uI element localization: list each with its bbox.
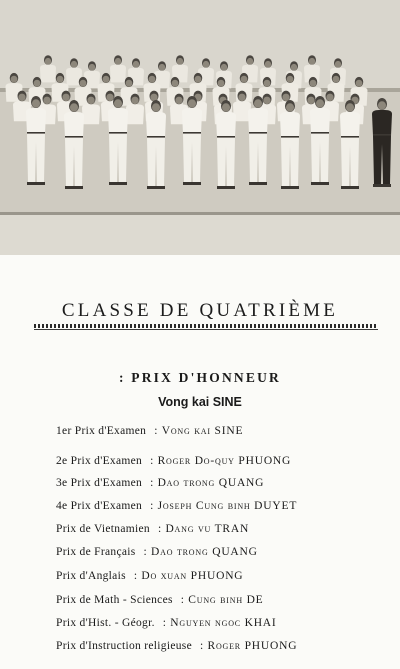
prize-winner: Dang vu TRAN <box>165 523 250 535</box>
prize-label: Prix de Français <box>56 546 136 558</box>
prize-label: Prix de Math - Sciences <box>56 594 173 606</box>
prize-winner: Vong kai SINE <box>161 425 244 437</box>
class-title: CLASSE DE QUATRIÈME <box>61 300 339 321</box>
prize-separator: : <box>150 500 154 512</box>
prize-line <box>56 617 386 629</box>
class-group-photo <box>0 0 400 255</box>
prize-line <box>56 640 386 652</box>
prize-separator: : <box>199 640 204 652</box>
prize-line <box>56 546 386 558</box>
prize-line <box>56 500 386 512</box>
prize-separator: : <box>154 425 158 437</box>
honor-prize-winner: Vong kai SINE <box>158 395 242 409</box>
prize-separator: : <box>180 594 185 606</box>
prize-winner: Roger Do-quy PHUONG <box>157 455 292 467</box>
prize-line <box>56 477 386 489</box>
prize-winner: Dao trong QUANG <box>157 477 265 489</box>
honor-prize-title: : PRIX D'HONNEUR <box>119 370 281 385</box>
prize-winner: Nguyen ngoc KHAI <box>170 617 277 629</box>
prize-separator: : <box>157 523 162 535</box>
prize-line <box>56 523 386 535</box>
prize-label: 2e Prix d'Examen <box>56 455 143 467</box>
prize-label: 3e Prix d'Examen <box>56 477 143 489</box>
prize-separator: : <box>133 570 138 582</box>
title-rule <box>34 329 378 330</box>
prize-label: Prix de Vietnamien <box>56 523 150 535</box>
prize-winner: Dao trong QUANG <box>151 546 258 558</box>
prize-label: Prix d'Instruction religieuse <box>56 640 192 652</box>
prize-winner: Joseph Cung binh DUYET <box>157 500 298 512</box>
prize-separator: : <box>162 617 167 629</box>
prize-separator: : <box>150 477 154 489</box>
prize-winner: Do xuan PHUONG <box>141 570 244 582</box>
prize-line <box>56 425 386 437</box>
title-dotted-rule <box>34 324 378 328</box>
class-photo-illustration <box>0 0 400 255</box>
prize-label: Prix d'Anglais <box>56 570 126 582</box>
prize-line <box>56 570 386 582</box>
prize-line <box>56 594 386 606</box>
prize-winner: Cung binh DE <box>188 594 264 606</box>
prize-separator: : <box>150 455 154 467</box>
prize-line <box>56 455 386 467</box>
prize-winner: Roger PHUONG <box>207 640 298 652</box>
prize-separator: : <box>143 546 148 558</box>
prize-label: 1er Prix d'Examen <box>56 425 147 437</box>
prize-label: Prix d'Hist. - Géogr. <box>56 617 155 629</box>
prize-label: 4e Prix d'Examen <box>56 500 143 512</box>
